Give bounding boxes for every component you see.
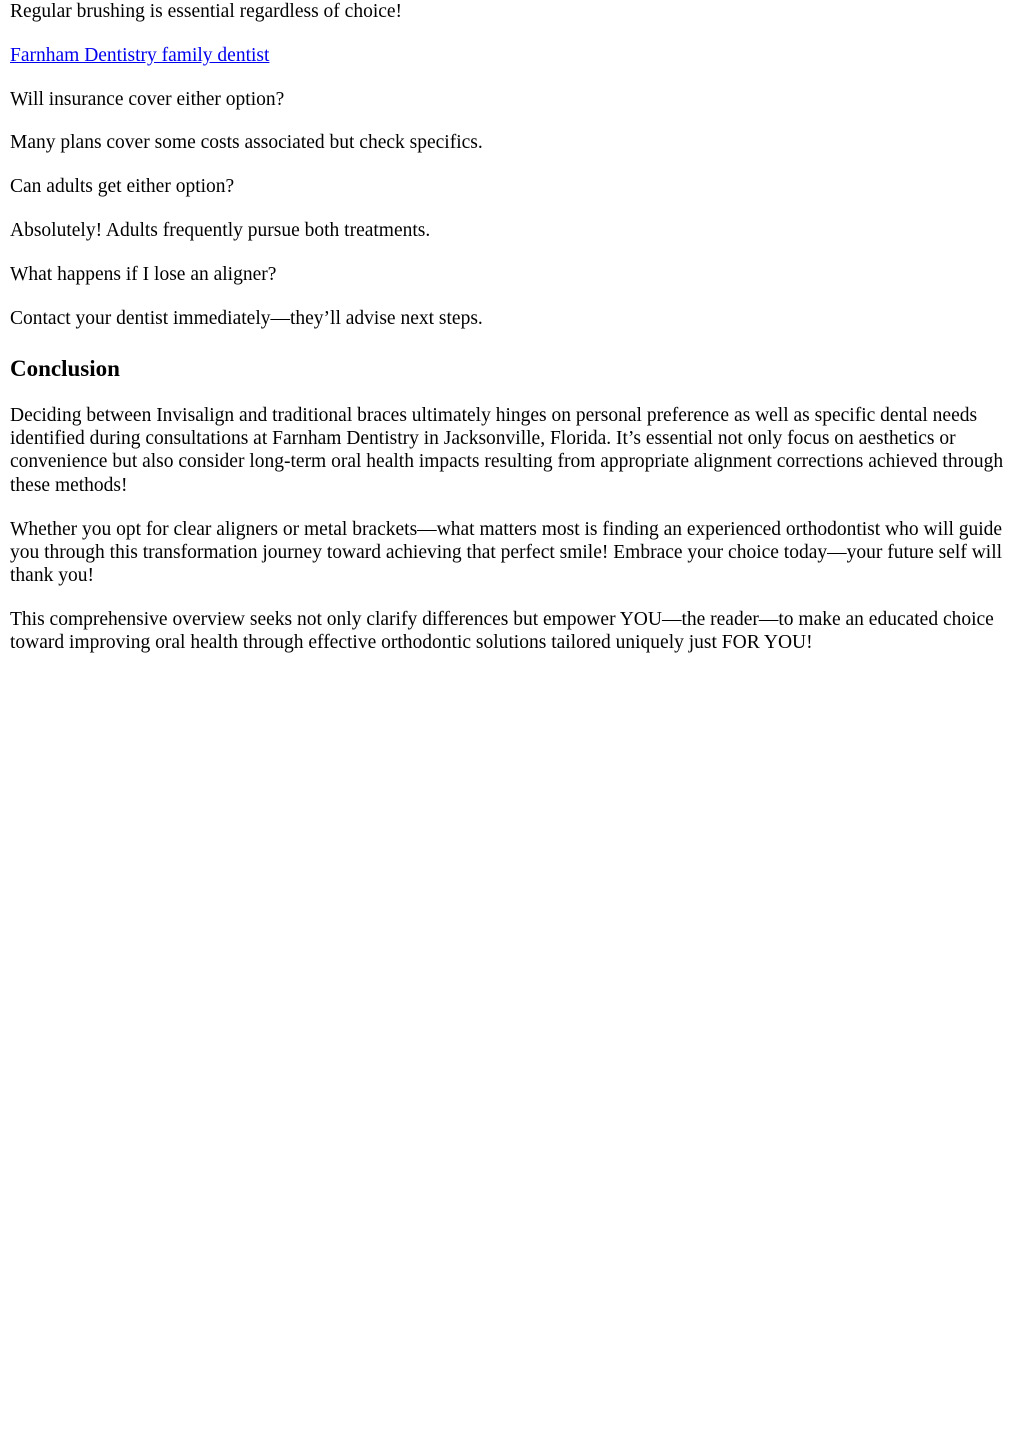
conclusion-paragraph: Whether you opt for clear aligners or metal brackets—what matters most is finding an experienced orthodontist who will guide you through this transformation journey toward achieving that perfect smile! Embrace your choice today—your future self will thank you! xyxy=(10,518,1003,587)
article-body xyxy=(0,0,1024,655)
family-dentist-link-paragraph xyxy=(10,44,1014,67)
faq-answer-brushing: Regular brushing is essential regardless of choice! xyxy=(10,1,403,22)
faq-question-adults: Can adults get either option? xyxy=(10,176,235,198)
faq-question-insurance: Will insurance cover either option? xyxy=(10,88,285,110)
faq-answer-adults: Absolutely! Adults frequently pursue both treatments. xyxy=(10,219,431,241)
faq-answer-lost-aligner: Contact your dentist immediately—they’ll advise next steps. xyxy=(10,307,483,329)
faq-question-lost-aligner: What happens if I lose an aligner? xyxy=(10,263,277,285)
faq-answer-insurance: Many plans cover some costs associated but check specifics. xyxy=(10,132,483,154)
conclusion-heading: Conclusion xyxy=(10,355,120,381)
conclusion-paragraph: Deciding between Invisalign and traditional braces ultimately hinges on personal preference as well as specific dental needs identified during consultations at Farnham Dentistry in Jacksonville, Florida. It’s essential not only focus on aesthetics or convenience but also consider long-term oral health impacts resulting from appropriate alignment corrections achieved through these methods! xyxy=(10,404,1004,496)
conclusion-paragraph: This comprehensive overview seeks not only clarify differences but empower YOU—the reader—to make an educated choice toward improving oral health through effective orthodontic solutions tailored uniquely just FOR YOU! xyxy=(10,608,994,654)
family-dentist-link[interactable]: Farnham Dentistry family dentist xyxy=(10,44,270,66)
